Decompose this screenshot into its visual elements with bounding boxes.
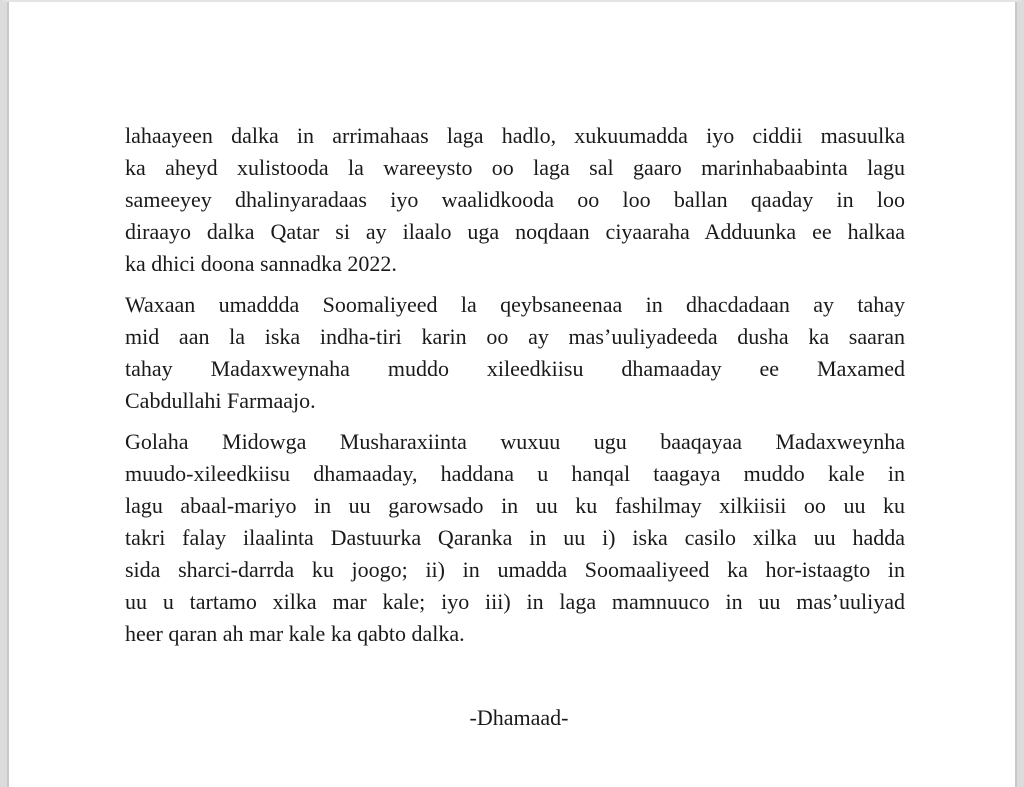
paragraph-3 <box>125 426 905 650</box>
text-line: mid aan la iska indha-tiri karin oo ay mas’uuliyadeeda dusha ka saaran <box>125 324 905 349</box>
text-line: heer qaran ah mar kale ka qabto dalka. <box>125 621 465 646</box>
closing-mark: -Dhamaad- <box>469 705 569 730</box>
text-line: sameeyey dhalinyaradaas iyo waalidkooda oo loo ballan qaaday in loo <box>125 187 905 212</box>
text-line: takri falay ilaalinta Dastuurka Qaranka in uu i) iska casilo xilka uu hadda <box>125 525 905 550</box>
text-line: tahay Madaxweynaha muddo xileedkiisu dhamaaday ee Maxamed <box>125 356 905 381</box>
paragraph-2 <box>125 289 905 417</box>
text-line: Waxaan umaddda Soomaliyeed la qeybsaneenaa in dhacdadaan ay tahay <box>125 292 905 317</box>
text-line: Cabdullahi Farmaajo. <box>125 388 316 413</box>
paragraph-1 <box>125 120 905 280</box>
text-line: Golaha Midowga Musharaxiinta wuxuu ugu baaqayaa Madaxweynha <box>125 429 905 454</box>
text-line: sida sharci-darrda ku joogo; ii) in umadda Soomaaliyeed ka hor-istaagto in <box>125 557 905 582</box>
text-line: diraayo dalka Qatar si ay ilaalo uga noqdaan ciyaaraha Adduunka ee halkaa <box>125 219 905 244</box>
document-body <box>125 120 905 659</box>
text-line: lahaayeen dalka in arrimahaas laga hadlo, xukuumadda iyo ciddii masuulka <box>125 123 905 148</box>
text-line: ka aheyd xulistooda la wareeysto oo laga sal gaaro marinhabaabinta lagu <box>125 155 905 180</box>
text-line: ka dhici doona sannadka 2022. <box>125 251 397 276</box>
text-line: lagu abaal-mariyo in uu garowsado in uu ku fashilmay xilkiisii oo uu ku <box>125 493 905 518</box>
text-line: muudo-xileedkiisu dhamaaday, haddana u hanqal taagaya muddo kale in <box>125 461 905 486</box>
text-line: uu u tartamo xilka mar kale; iyo iii) in laga mamnuuco in uu mas’uuliyad <box>125 589 905 614</box>
